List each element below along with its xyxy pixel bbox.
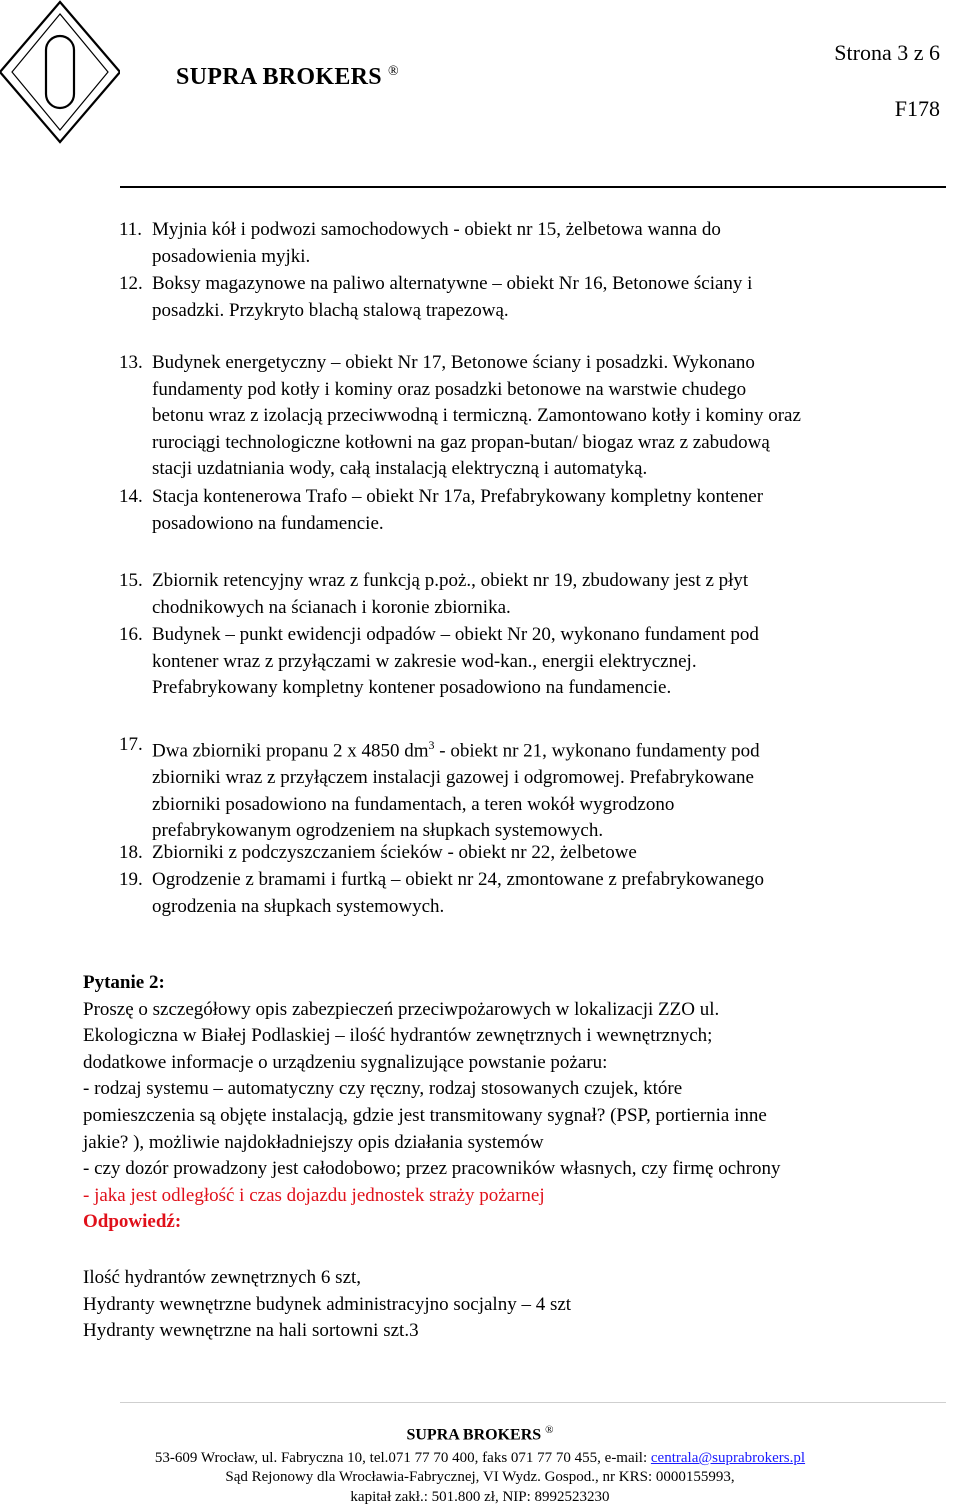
- question-highlight: - jaka jest odległość i czas dojazdu jednostek straży pożarnej: [83, 1184, 545, 1206]
- list-item-13: 13. Budynek energetyczny – obiekt Nr 17, Betonowe ściany i posadzki. Wykonano fundamenty pod kotły i kominy oraz posadzki betonowe na warstwie chudego betonu wraz z izolacją przeciwwodną i termiczną. Zamontowano kotły i kominy oraz rurociągi technologiczne kotłowni na gaz propan-butan/ biogaz wraz z zabudową stacji uzdatniania wody, całą instalacją elektryczną i automatyką.: [119, 352, 801, 480]
- page-number: Strona 3 z 6: [834, 40, 940, 65]
- list-item-12: 12. Boksy magazynowe na paliwo alternatywne – obiekt Nr 16, Betonowe ściany i posadzki. Przykryto blachą stalową trapezową.: [119, 273, 753, 321]
- list-item-17: 17. Dwa zbiorniki propanu 2 x 4850 $dm^3$ - obiekt nr 21, wykonano fundamenty pod zbiorniki wraz z przyłączem instalacji gazowej i odgromowej. Prefabrykowane zbiorniki posadowiono na fundamentach, a teren wokół wygrodzono prefabrykowanym ogrodzeniem na słupkach systemowych.: [119, 734, 760, 842]
- list-item-15: 15. Zbiornik retencyjny wraz z funkcją p.poż., obiekt nr 19, zbudowany jest z płyt chodnikowych na ścianach i koronie zbiornika.: [119, 570, 749, 618]
- footer-brand: SUPRA BROKERS ®: [406, 1424, 554, 1444]
- footer-divider: [120, 1402, 946, 1403]
- header-divider: [120, 186, 946, 188]
- list-item-14: 14. Stacja kontenerowa Trafo – obiekt Nr 17a, Prefabrykowany kompletny kontener posadowiono na fundamencie.: [119, 486, 764, 534]
- document-code: F178: [894, 96, 940, 121]
- list-item-18: 18. Zbiorniki z podczyszczaniem ścieków - obiekt nr 22, żelbetowe: [119, 842, 637, 863]
- answer-line: Hydranty wewnętrzne budynek administracyjno socjalny – 4 szt: [83, 1293, 572, 1315]
- company-logo: [0, 0, 120, 150]
- header-brand: SUPRA BROKERS ®: [176, 64, 399, 90]
- answer-line: Ilość hydrantów zewnętrznych 6 szt,: [83, 1267, 362, 1288]
- question-section: [83, 970, 947, 1236]
- footer-court: Sąd Rejonowy dla Wrocławia-Fabrycznej, VI Wydz. Gospod., nr KRS: 0000155993,: [225, 1469, 735, 1485]
- list-item-11: 11. Myjnia kół i podwozi samochodowych - obiekt nr 15, żelbetowa wanna do posadowienia myjki.: [119, 219, 721, 267]
- list-item-19: 19. Ogrodzenie z bramami i furtką – obiekt nr 24, zmontowane z prefabrykowanego ogrodzenia na słupkach systemowych.: [119, 869, 764, 917]
- footer-email-link[interactable]: centrala@suprabrokers.pl: [650, 1450, 806, 1466]
- question-body: Proszę o szczegółowy opis zabezpieczeń przeciwpożarowych w lokalizacji ZZO ul. Ekologiczna w Białej Podlaskiej – ilość hydrantów zewnętrznych i wewnętrznych; dodatkowe informacje o urządzeniu sygnalizujące powstanie pożaru: - rodzaj systemu – automatyczny czy ręczny, rodzaj stosowanych czujek, które pomieszczenia są objęte instalacją, gdzie jest transmitowany sygnał? (PSP, portiernia inne jakie? ), możliwie najdokładniejszy opis działania systemów - czy dozór prowadzony jest całodobowo; przez pracowników własnych, czy firmę ochrony: [83, 998, 781, 1180]
- footer-capital: kapitał zakł.: 501.800 zł, NIP: 8992523230: [350, 1489, 610, 1505]
- answer-line: Hydranty wewnętrzne na hali sortowni szt.3: [83, 1320, 419, 1342]
- question-title: Pytanie 2:: [83, 972, 165, 993]
- footer-address: 53-609 Wrocław, ul. Fabryczna 10, tel.071 77 70 400, faks 071 77 70 455, e-mail: centrala@suprabrokers.pl: [154, 1450, 806, 1466]
- list-item-16: 16. Budynek – punkt ewidencji odpadów – obiekt Nr 20, wykonano fundament pod kontener wraz z przyłączami w zakresie wod-kan., energii elektrycznej. Prefabrykowany kompletny kontener posadowiono na fundamencie.: [119, 624, 759, 699]
- answer-section: [83, 1265, 947, 1345]
- answer-title: Odpowiedź:: [83, 1211, 182, 1233]
